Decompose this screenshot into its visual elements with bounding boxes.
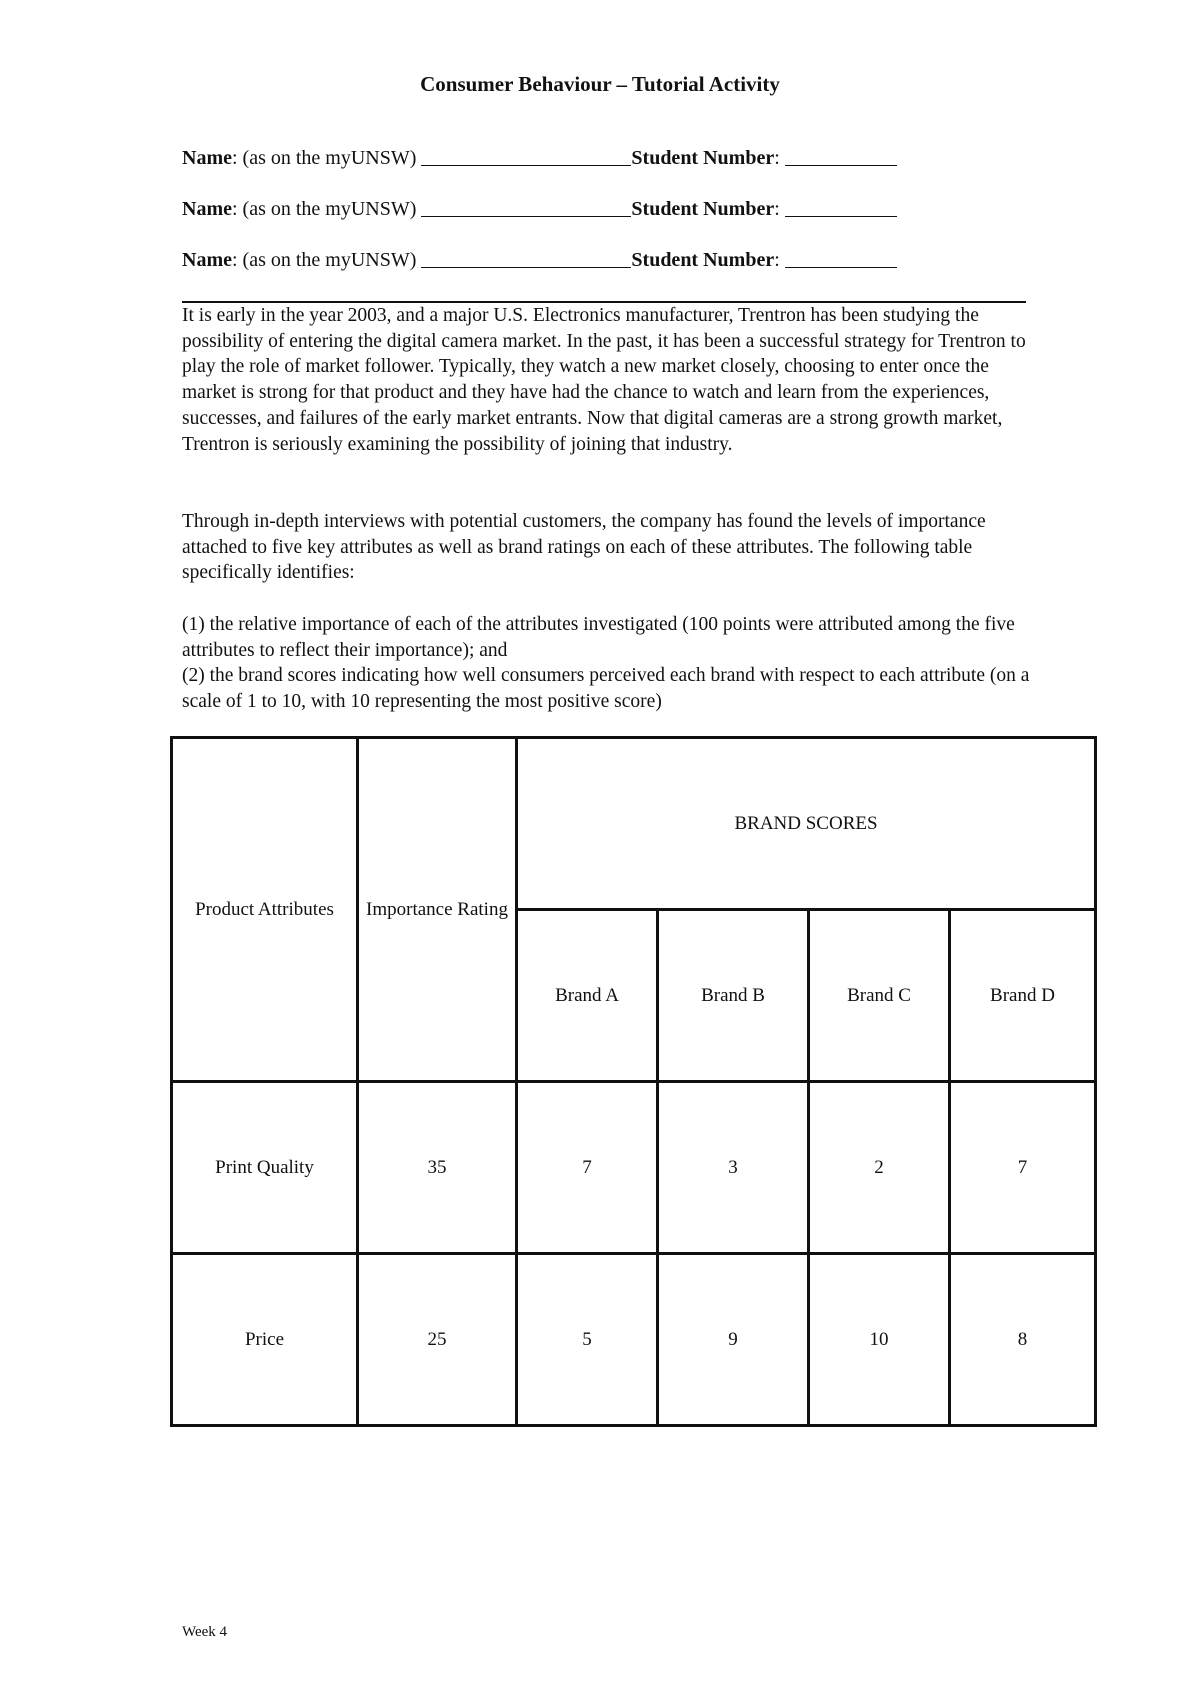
name-label: Name xyxy=(182,147,232,169)
name-hint: : (as on the myUNSW) xyxy=(231,198,422,220)
name-label: Name xyxy=(182,249,232,271)
name-row-3 xyxy=(182,249,897,272)
score-cell: 8 xyxy=(950,1254,1096,1426)
name-hint: : (as on the myUNSW) xyxy=(231,249,422,271)
point-2-paragraph: (2) the brand scores indicating how well consumers perceived each brand with respect to each attribute (on a scale of 1 to 10, with 10 representing the most positive score) xyxy=(182,665,1030,712)
table-row xyxy=(172,1254,1096,1426)
name-blank[interactable] xyxy=(421,249,631,268)
student-number-label: Student Number xyxy=(631,147,775,169)
importance-cell: 35 xyxy=(358,1082,517,1254)
name-blank[interactable] xyxy=(421,147,631,166)
brand-scores-table xyxy=(170,736,1097,1427)
attribute-cell: Print Quality xyxy=(172,1082,358,1254)
name-hint: : (as on the myUNSW) xyxy=(231,147,422,169)
header-brand-scores: BRAND SCORES xyxy=(517,738,1096,910)
student-number-suffix: : xyxy=(774,147,785,169)
score-cell: 9 xyxy=(658,1254,809,1426)
page-footer: Week 4 xyxy=(182,1624,228,1640)
name-label: Name xyxy=(182,198,232,220)
intro-paragraph: It is early in the year 2003, and a major U.S. Electronics manufacturer, Trentron has been studying the possibility of entering the digital camera market. In the past, it has been a successful strategy for Trentron to play the role of market follower. Typically, they watch a new market closely, choosing to enter once the market is strong for that product and they have had the chance to watch and learn from the experiences, successes, and failures of the early market entrants. Now that digital cameras are a strong growth market, Trentron is seriously examining the possibility of joining that industry. xyxy=(182,305,1026,455)
point-1-paragraph: (1) the relative importance of each of the attributes investigated (100 points were attributed among the five attributes to reflect their importance); and xyxy=(182,614,1015,661)
table-row xyxy=(172,1082,1096,1254)
attribute-cell: Price xyxy=(172,1254,358,1426)
score-cell: 2 xyxy=(809,1082,950,1254)
name-row-1 xyxy=(182,147,897,170)
student-number-suffix: : xyxy=(774,249,785,271)
student-number-label: Student Number xyxy=(631,198,775,220)
header-brand-a: Brand A xyxy=(517,910,658,1082)
header-brand-b: Brand B xyxy=(658,910,809,1082)
student-number-blank[interactable] xyxy=(785,249,897,268)
header-product-attributes: Product Attributes xyxy=(172,738,358,1082)
score-cell: 7 xyxy=(950,1082,1096,1254)
header-brand-d: Brand D xyxy=(950,910,1096,1082)
score-cell: 3 xyxy=(658,1082,809,1254)
score-cell: 10 xyxy=(809,1254,950,1426)
header-brand-c: Brand C xyxy=(809,910,950,1082)
name-row-2 xyxy=(182,198,897,221)
student-number-blank[interactable] xyxy=(785,147,897,166)
interviews-paragraph: Through in-depth interviews with potential customers, the company has found the levels of importance attached to five key attributes as well as brand ratings on each of these attributes. The following table specifically identifies: xyxy=(182,511,986,584)
name-blank[interactable] xyxy=(421,198,631,217)
document-title: Consumer Behaviour – Tutorial Activity xyxy=(420,72,780,96)
score-cell: 7 xyxy=(517,1082,658,1254)
header-importance-rating: Importance Rating xyxy=(358,738,517,1082)
importance-cell: 25 xyxy=(358,1254,517,1426)
student-number-suffix: : xyxy=(774,198,785,220)
student-number-blank[interactable] xyxy=(785,198,897,217)
score-cell: 5 xyxy=(517,1254,658,1426)
student-number-label: Student Number xyxy=(631,249,775,271)
